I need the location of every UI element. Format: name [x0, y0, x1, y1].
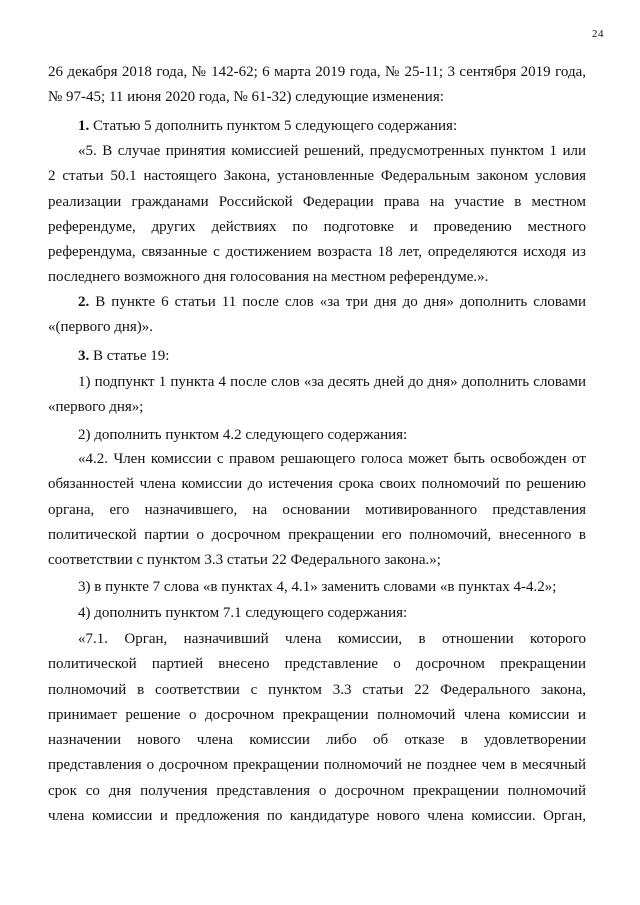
text-line: 4) дополнить пунктом 7.1 следующего содержания:: [78, 605, 408, 621]
text-line: реализации гражданами Российской Федерации права на участие в местном: [48, 193, 586, 210]
text-line: 2) дополнить пунктом 4.2 следующего содержания:: [78, 427, 408, 443]
text-line: [48, 344, 586, 369]
text-line: [48, 114, 586, 139]
text-line: срок со дня получения представления о досрочном прекращении полномочий: [48, 782, 586, 799]
text-line: «(первого дня)».: [48, 319, 153, 336]
text-line: референдума, связанные с достижением возраста 18 лет, определяются исходя из: [48, 244, 586, 261]
page-number: 24: [592, 28, 604, 40]
text-line: 2 статьи 50.1 настоящего Закона, установленные Федеральным законом условия: [48, 168, 586, 185]
quote-7-1-paragraph: [48, 627, 586, 829]
intro-paragraph: [48, 60, 586, 111]
subitem-4-paragraph: [48, 601, 586, 626]
line-text: Статью 5 дополнить пунктом 5 следующего содержания:: [89, 118, 458, 134]
item-2-paragraph: [48, 290, 586, 341]
text-line: [48, 290, 586, 315]
quote-5-paragraph: [48, 139, 586, 291]
text-line: принимает решение о досрочном прекращении полномочий члена комиссии и: [48, 706, 586, 723]
text-line: «первого дня»;: [48, 399, 144, 416]
text-line: представления о досрочном прекращении полномочий не позднее чем в месячный: [48, 757, 586, 774]
subitem-3-paragraph: [48, 575, 586, 600]
item-number: 2.: [78, 294, 90, 310]
text-line: члена комиссии и предложения по кандидатуре нового члена комиссии. Орган,: [48, 808, 586, 825]
text-line: «5. В случае принятия комиссией решений, предусмотренных пунктом 1 или: [78, 143, 586, 159]
text-line: 26 декабря 2018 года, № 142-62; 6 марта 2019 года, № 25-11; 3 сентября 2019 года,: [48, 64, 586, 80]
text-line: № 97-45; 11 июня 2020 года, № 61-32) следующие изменения:: [48, 89, 444, 106]
text-line: политической партией внесено представление о досрочном прекращении: [48, 656, 586, 673]
text-line: «7.1. Орган, назначивший члена комиссии, в отношении которого: [78, 631, 586, 647]
text-line: политической партии о досрочном прекращении его полномочий, внесенного в: [48, 526, 586, 543]
text-line: органа, его назначившего, на основании мотивированного представления: [48, 501, 586, 518]
text-line: «4.2. Член комиссии с правом решающего голоса может быть освобожден от: [78, 451, 586, 467]
line-text: В пункте 6 статьи 11 после слов «за три дня до дня» дополнить словами: [89, 294, 586, 310]
item-3-paragraph: [48, 344, 586, 369]
item-number: 1.: [78, 118, 90, 134]
text-line: референдуме, других действиях по подготовке и проведению местного: [48, 218, 586, 235]
text-line: назначении нового члена комиссии либо об отказе в удовлетворении: [48, 732, 586, 749]
text-line: полномочий в соответствии с пунктом 3.3 статьи 22 Федерального закона,: [48, 681, 586, 698]
text-line: 3) в пункте 7 слова «в пунктах 4, 4.1» заменить словами «в пунктах 4-4.2»;: [78, 579, 557, 595]
subitem-1-paragraph: [48, 370, 586, 421]
text-line: последнего возможного дня голосования на местном референдуме.».: [48, 269, 489, 286]
quote-4-2-paragraph: [48, 447, 586, 573]
item-number: 3.: [78, 348, 90, 364]
text-line: соответствии с пунктом 3.3 статьи 22 Федерального закона.»;: [48, 552, 441, 569]
line-text: В статье 19:: [89, 348, 170, 364]
text-line: 1) подпункт 1 пункта 4 после слов «за десять дней до дня» дополнить словами: [78, 374, 586, 390]
text-line: обязанностей члена комиссии до истечения срока своих полномочий по решению: [48, 476, 586, 493]
subitem-2-paragraph: [48, 423, 586, 448]
item-1-paragraph: [48, 114, 586, 139]
